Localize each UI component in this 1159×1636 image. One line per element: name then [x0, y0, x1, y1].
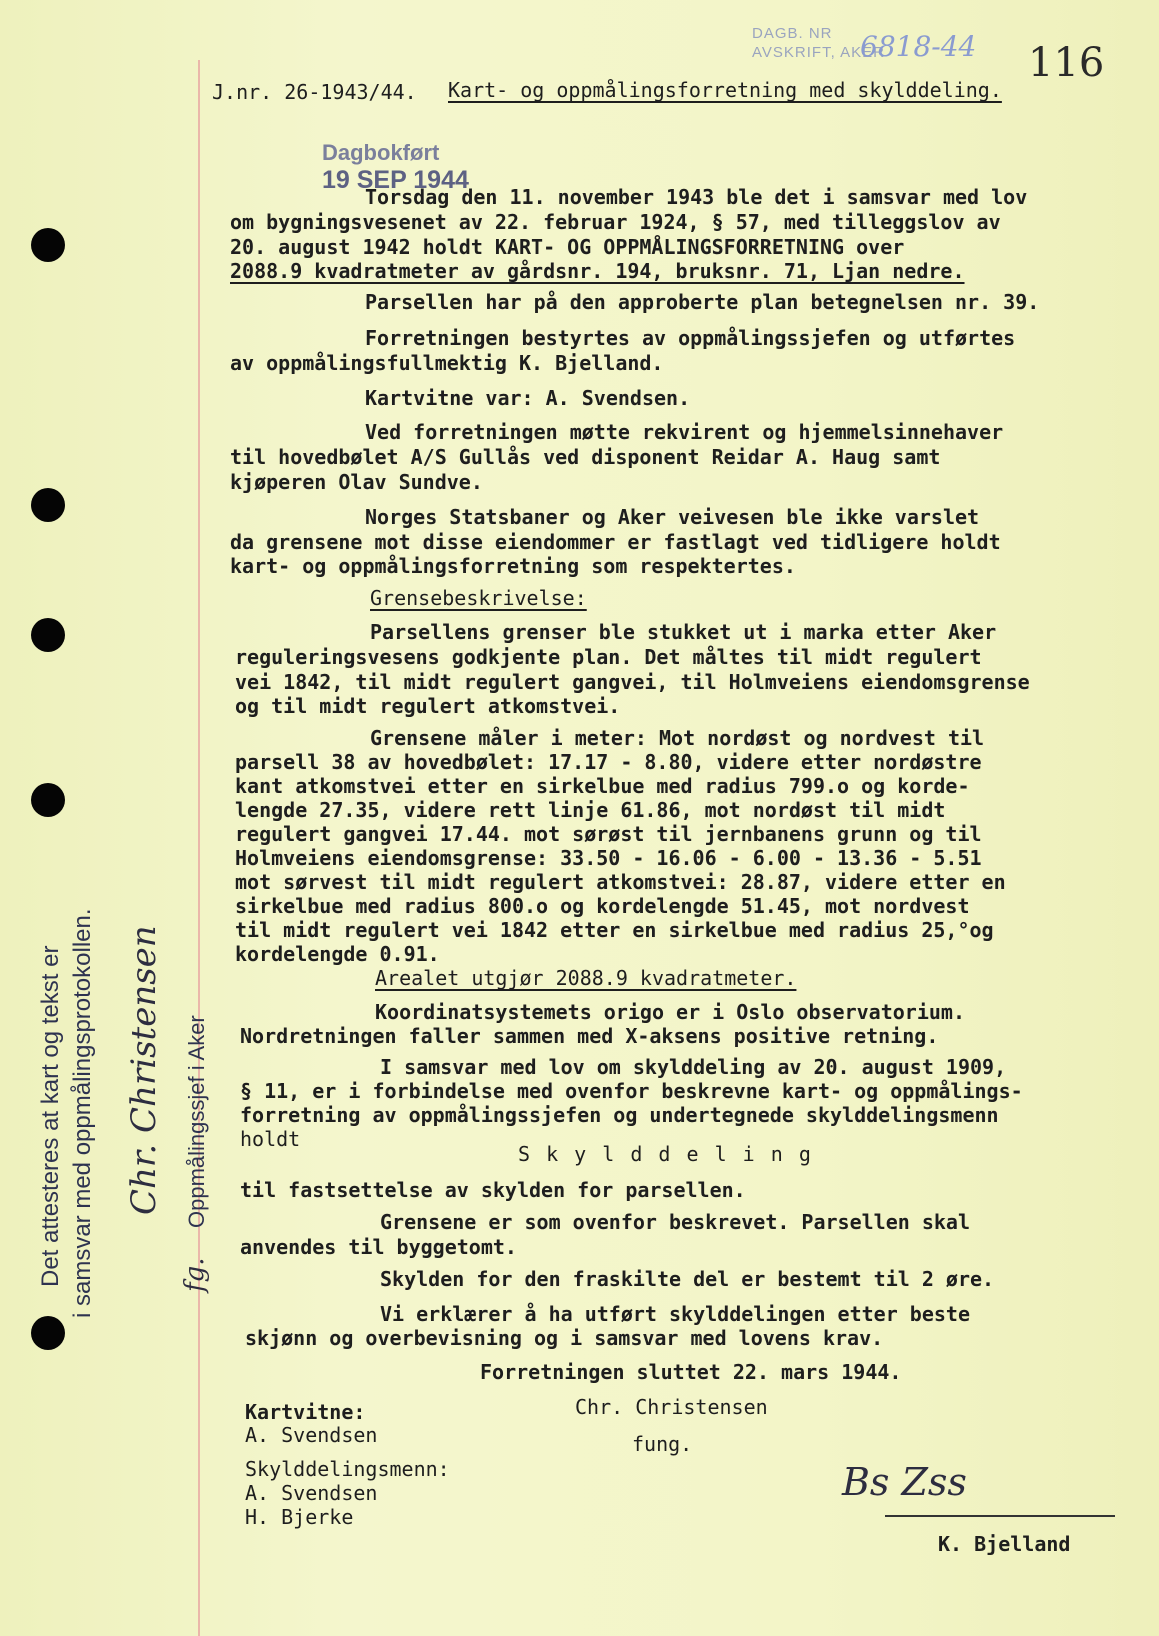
body-line: holdt	[240, 1127, 301, 1151]
body-line: 2088.9 kvadratmeter av gårdsnr. 194, bruksnr. 71, Ljan nedre.	[230, 259, 965, 283]
body-line: Forretningen bestyrtes av oppmålingssjefen og utførtes	[365, 326, 1016, 350]
skylddelingsmann-name: A. Svendsen	[245, 1481, 378, 1505]
body-line: Torsdag den 11. november 1943 ble det i samsvar med lov	[365, 185, 1028, 209]
attestation-line-1: Det attesteres at kart og tekst er	[37, 945, 64, 1287]
body-line: skjønn og overbevisning og i samsvar med lovens krav.	[245, 1326, 884, 1350]
body-line: til hovedbølet A/S Gullås ved disponent Reidar A. Haug samt	[230, 445, 941, 469]
body-line: Nordretningen faller sammen med X-aksens positive retning.	[240, 1024, 939, 1048]
dagbokfort-stamp: Dagbokført	[322, 140, 440, 165]
punch-hole	[31, 783, 65, 817]
journal-number: J.nr. 26-1943/44.	[212, 80, 417, 104]
body-line: kjøperen Olav Sundve.	[230, 470, 483, 494]
body-line: Skylden for den fraskilte del er bestemt til 2 øre.	[380, 1267, 995, 1291]
body-line: Parsellens grenser ble stukket ut i marka etter Aker	[370, 620, 997, 644]
body-line: til midt regulert vei 1842 etter en sirkelbue med radius 25,°og	[235, 918, 994, 942]
body-line: da grensene mot disse eiendommer er fastlagt ved tidligere holdt	[230, 530, 1001, 554]
body-line: regulert gangvei 17.44. mot sørøst til jernbanens grunn og til	[235, 822, 982, 846]
attestation-line-2: i samsvar med oppmålingsprotokollen.	[69, 908, 96, 1318]
body-line: lengde 27.35, videre rett linje 61.86, mot nordøst til midt	[235, 798, 946, 822]
stamp-avskrift: AVSKRIFT, AKER	[752, 44, 885, 61]
body-line: kant atkomstvei etter en sirkelbue med radius 799.o og korde-	[235, 774, 970, 798]
kartvitne-label: Kartvitne:	[245, 1400, 366, 1424]
skylddelingsmenn-label: Skylddelingsmenn:	[245, 1457, 450, 1481]
kartvitne-name: A. Svendsen	[245, 1423, 378, 1447]
handwritten-signature: Bs Zss	[842, 1460, 967, 1504]
page-number: 116	[1028, 40, 1105, 86]
red-margin-line	[198, 60, 200, 1636]
body-line: kart- og oppmålingsforretning som respektertes.	[230, 554, 796, 578]
body-line: Grensene er som ovenfor beskrevet. Parsellen skal	[380, 1210, 971, 1234]
skylddelingsmann-name: H. Bjerke	[245, 1505, 354, 1529]
body-line: Kartvitne var: A. Svendsen.	[365, 386, 691, 410]
body-line: § 11, er i forbindelse med ovenfor beskrevne kart- og oppmålings-	[240, 1079, 1023, 1103]
skylddeling-heading: S k y l d d e l i n g	[518, 1142, 813, 1166]
stamp-dagb-nr: DAGB. NR	[752, 25, 833, 42]
margin-handwritten-signature: Chr. Christensen	[124, 925, 164, 1215]
body-line: Parsellen har på den approberte plan betegnelsen nr. 39.	[365, 290, 1040, 314]
handwritten-journal-number: 6818-44	[860, 30, 977, 63]
body-line: Koordinatsystemets origo er i Oslo observatorium.	[375, 1000, 966, 1024]
section-heading: Grensebeskrivelse:	[370, 586, 587, 610]
body-line: sirkelbue med radius 800.o og kordelengde 51.45, mot nordvest	[235, 894, 970, 918]
body-line: vei 1842, til midt regulert gangvei, til Holmveiens eiendomsgrense	[235, 670, 1030, 694]
body-line: 20. august 1942 holdt KART- OG OPPMÅLINGSFORRETNING over	[230, 235, 905, 259]
body-line: Grensene måler i meter: Mot nordøst og nordvest til	[370, 726, 985, 750]
body-line: til fastsettelse av skylden for parsellen.	[240, 1178, 746, 1202]
signature-line	[885, 1515, 1115, 1517]
punch-hole	[31, 1316, 65, 1350]
date-stamp: 19 SEP 1944	[322, 166, 469, 194]
body-line: mot sørvest til midt regulert atkomstvei: 28.87, videre etter en	[235, 870, 1006, 894]
body-line: Holmveiens eiendomsgrense: 33.50 - 16.06 - 6.00 - 13.36 - 5.51	[235, 846, 982, 870]
area-statement: Arealet utgjør 2088.9 kvadratmeter.	[375, 966, 797, 990]
body-line: Ved forretningen møtte rekvirent og hjemmelsinnehaver	[365, 420, 1004, 444]
punch-hole	[31, 228, 65, 262]
bjelland-name: K. Bjelland	[938, 1532, 1071, 1556]
body-line: om bygningsvesenet av 22. februar 1924, § 57, med tilleggslov av	[230, 210, 1001, 234]
punch-hole	[31, 488, 65, 522]
body-line: Norges Statsbaner og Aker veivesen ble ikke varslet	[365, 505, 980, 529]
chr-christensen-name: Chr. Christensen	[575, 1395, 768, 1419]
body-line: I samsvar med lov om skylddeling av 20. august 1909,	[380, 1055, 1007, 1079]
body-line: parsell 38 av hovedbølet: 17.17 - 8.80, videre etter nordøstre	[235, 750, 982, 774]
body-line: reguleringsvesens godkjente plan. Det måltes til midt regulert	[235, 645, 982, 669]
body-line: av oppmålingsfullmektig K. Bjelland.	[230, 351, 664, 375]
body-line: anvendes til byggetomt.	[240, 1235, 517, 1259]
fung-label: fung.	[632, 1432, 693, 1456]
body-line: forretning av oppmålingssjefen og undertegnede skylddelingsmenn	[240, 1103, 999, 1127]
body-line: Vi erklærer å ha utført skylddelingen etter beste	[380, 1302, 971, 1326]
punch-hole	[31, 618, 65, 652]
margin-role-prefix: fg.	[180, 1257, 210, 1292]
body-line: kordelengde 0.91.	[235, 942, 440, 966]
body-line: og til midt regulert atkomstvei.	[235, 694, 621, 718]
margin-role: Oppmålingssjef i Aker	[184, 1015, 209, 1228]
document-title: Kart- og oppmålingsforretning med skylddeling.	[448, 78, 1002, 102]
closing-line: Forretningen sluttet 22. mars 1944.	[480, 1360, 902, 1384]
